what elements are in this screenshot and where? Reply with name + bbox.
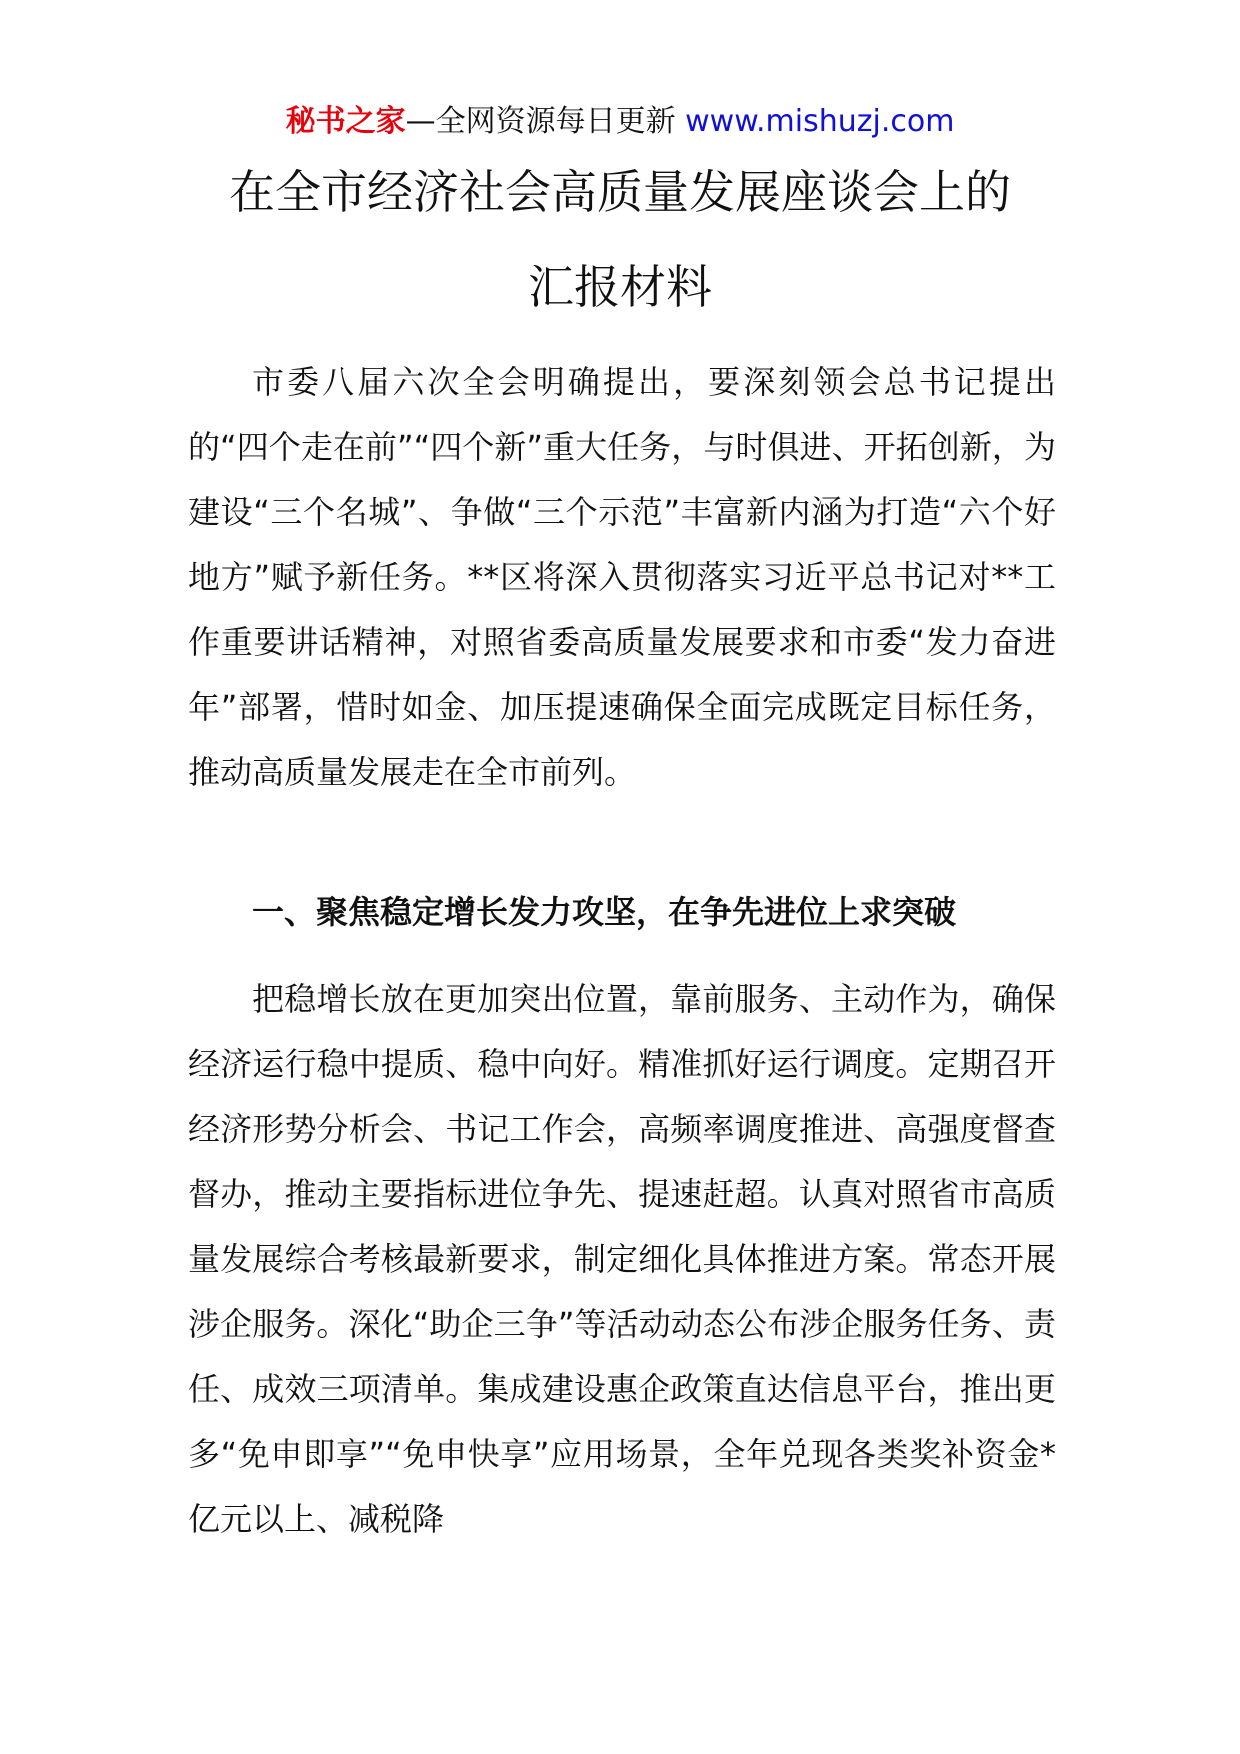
brand-name: 秘书之家 (285, 104, 406, 139)
site-url-link[interactable]: www.mishuzj.com (685, 104, 955, 139)
document-title-line-1: 在全市经济社会高质量发展座谈会上的 (229, 165, 1011, 219)
document-title-line-2: 汇报材料 (528, 260, 712, 314)
section-1-paragraph: 把稳增长放在更加突出位置，靠前服务、主动作为，确保经济运行稳中提质、稳中向好。精准抓好运行调度。定期召开经济形势分析会、书记工作会，高频率调度推进、高强度督查督办，推动主要指标进位争先、提速赶超。认真对照省市高质量发展综合考核最新要求，制定细化具体推进方案。常态开展涉企服务。深化“助企三争”等活动动态公布涉企服务任务、责任、成效三项清单。集成建设惠企政策直达信息平台，推出更多“免申即享”“免申快享”应用场景，全年兑现各类奖补资金*亿元以上、减税降 (188, 980, 1056, 1538)
intro-paragraph: 市委八届六次全会明确提出，要深刻领会总书记提出的“四个走在前”“四个新”重大任务，与时俱进、开拓创新，为建设“三个名城”、争做“三个示范”丰富新内涵为打造“六个好地方”赋予新任务。**区将深入贯彻落实习近平总书记对**工作重要讲话精神，对照省委高质量发展要求和市委“发力奋进年”部署，惜时如金、加压提速确保全面完成既定目标任务，推动高质量发展走在全市前列。 (188, 363, 1056, 791)
section-heading-1: 一、聚焦稳定增长发力攻坚，在争先进位上求突破 (252, 893, 957, 931)
header-tagline: —全网资源每日更新 (405, 104, 676, 139)
site-header (0, 100, 1240, 144)
